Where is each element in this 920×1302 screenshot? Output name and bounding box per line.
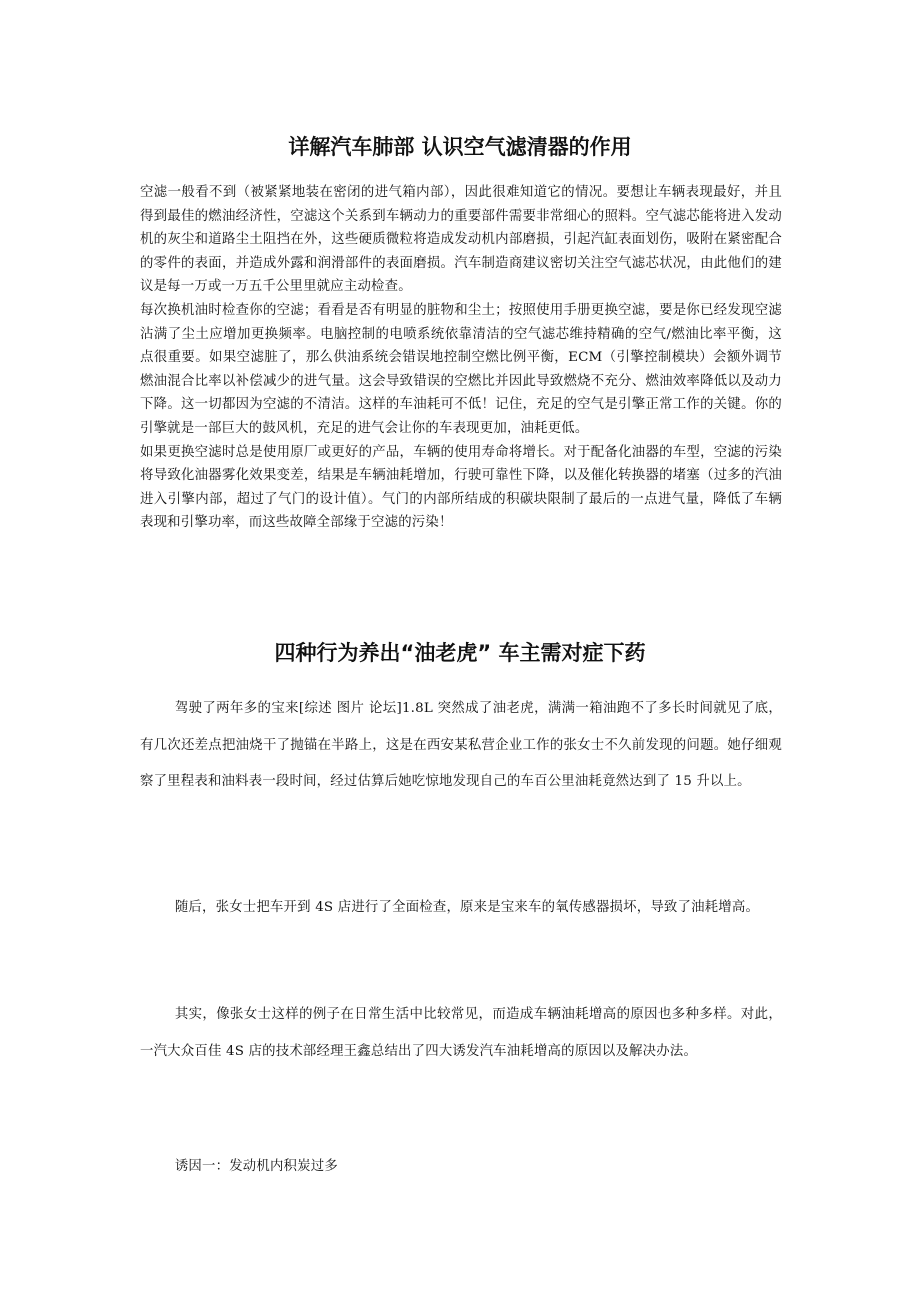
paragraph: 其实，像张女士这样的例子在日常生活中比较常见，而造成车辆油耗增高的原因也多种多样。对此，一汽大众百佳 4S 店的技术部经理王鑫总结出了四大诱发汽车油耗增高的原因以及解决办法。 xyxy=(140,1007,782,1059)
article-title-air-filter: 详解汽车肺部 认识空气滤清器的作用 xyxy=(288,135,632,159)
paragraph: 空滤一般看不到（被紧紧地装在密闭的进气箱内部），因此很难知道它的情况。要想让车辆表现最好，并且得到最佳的燃油经济性，空滤这个关系到车辆动力的重要部件需要非常细心的照料。空气滤芯能将进入发动机的灰尘和道路尘土阻挡在外，这些硬质微粒将造成发动机内部磨损，引起汽缸表面划伤，吸附在紧密配合的零件的表面，并造成外露和润滑部件的表面磨损。汽车制造商建议密切关注空气滤芯状况，由此他们的建议是每一万或一万五千公里里就应主动检查。 xyxy=(140,185,782,295)
article-body-air-filter xyxy=(140,181,782,535)
paragraph: 随后，张女士把车开到 4S 店进行了全面检查，原来是宝来车的氧传感器损坏，导致了油耗增高。 xyxy=(174,900,760,915)
section-heading-cause-one: 诱因一：发动机内积炭过多 xyxy=(174,1159,338,1174)
paragraph: 如果更换空滤时总是使用原厂或更好的产品，车辆的使用寿命将增长。对于配备化油器的车型，空滤的污染将导致化油器雾化效果变差，结果是车辆油耗增加，行驶可靠性下降，以及催化转换器的堵塞（过多的汽油进入引擎内部，超过了气门的设计值）。气门的内部所结成的积碳块限制了最后的一点进气量，降低了车辆表现和引擎功率，而这些故障全部缘于空滤的污染！ xyxy=(140,444,782,531)
article-title-fuel-consumption: 四种行为养出“油老虎” 车主需对症下药 xyxy=(274,641,646,665)
paragraph: 每次换机油时检查你的空滤；看看是否有明显的脏物和尘土；按照使用手册更换空滤，要是你已经发现空滤沾满了尘土应增加更换频率。电脑控制的电喷系统依靠清洁的空气滤芯维持精确的空气/燃油比率平衡，这点很重要。如果空滤脏了，那么供油系统会错误地控制空燃比例平衡，ECM（引擎控制模块）会额外调节燃油混合比率以补偿减少的进气量。这会导致错误的空燃比并因此导致燃烧不充分、燃油效率降低以及动力下降。这一切都因为空滤的不清洁。这样的车油耗可不低！记住，充足的空气是引擎正常工作的关键。你的引擎就是一部巨大的鼓风机，充足的进气会让你的车表现更加，油耗更低。 xyxy=(140,302,782,436)
paragraph: 驾驶了两年多的宝来[综述 图片 论坛]1.8L 突然成了油老虎，满满一箱油跑不了多长时间就见了底，有几次还差点把油烧干了抛锚在半路上，这是在西安某私营企业工作的张女士不久前发现的问题。她仔细观察了里程表和油料表一段时间，经过估算后她吃惊地发现自己的车百公里油耗竟然达到了 15 升以上。 xyxy=(140,701,782,790)
